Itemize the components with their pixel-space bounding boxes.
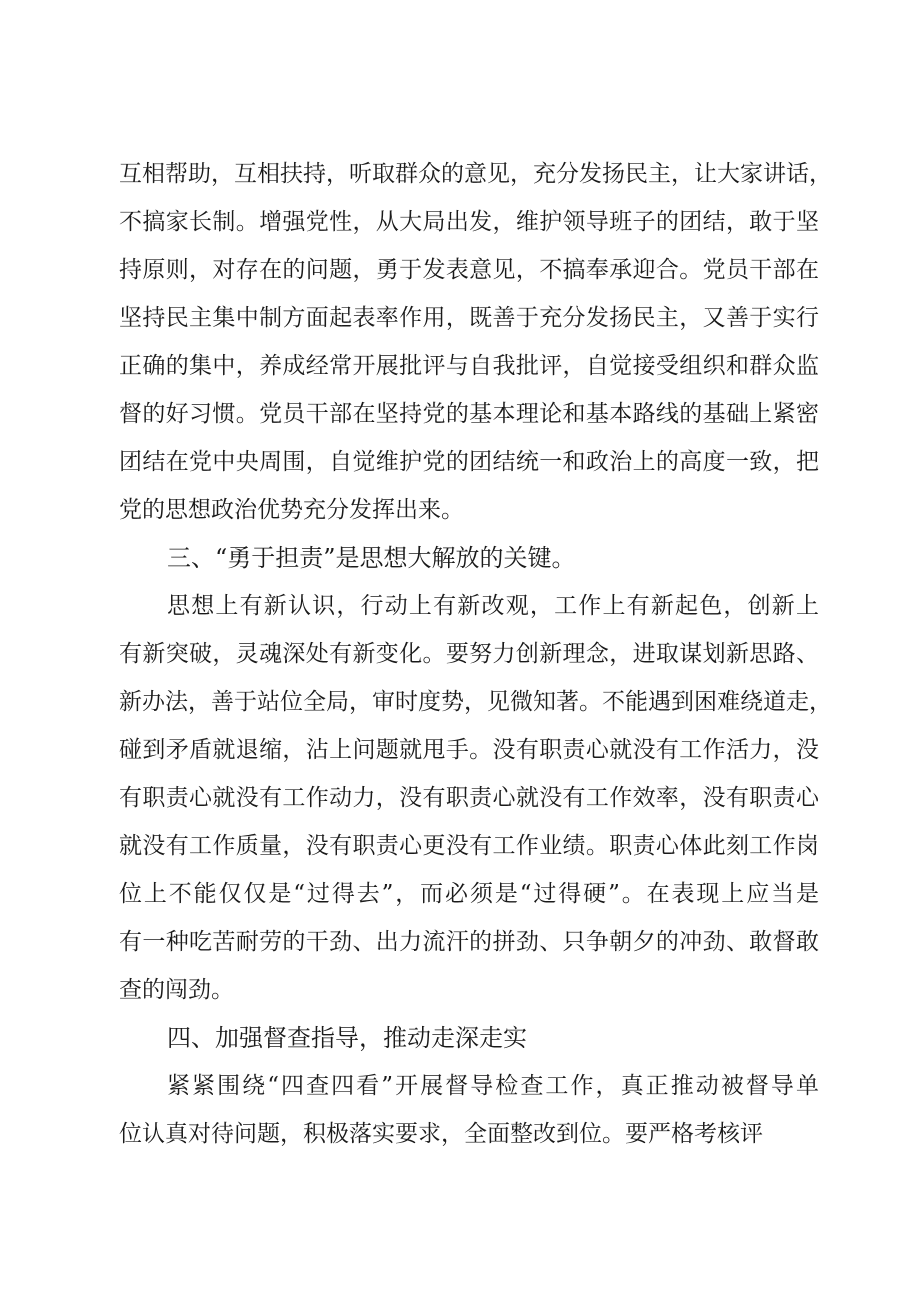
text-line: 互相帮助，互相扶持，听取群众的意见，充分发扬民主，让大家讲话， bbox=[119, 161, 832, 187]
text-line: 有一种吃苦耐劳的干劲、出力流汗的拼劲、只争朝夕的冲劲、敢督敢 bbox=[119, 929, 819, 955]
text-line: 位认真对待问题，积极落实要求，全面整改到位。要严格考核评 bbox=[119, 1121, 763, 1147]
text-line: 不搞家长制。增强党性，从大局出发，维护领导班子的团结，敢于坚 bbox=[119, 209, 819, 235]
section-heading: 四、加强督查指导，推动走深走实 bbox=[167, 1024, 527, 1052]
text-line: 就没有工作质量，没有职责心更没有工作业绩。职责心体此刻工作岗 bbox=[119, 833, 819, 859]
text-line: 位上不能仅仅是“过得去”，而必须是“过得硬”。在表现上应当是 bbox=[119, 881, 819, 907]
text-line: 持原则，对存在的问题，勇于发表意见，不搞奉承迎合。党员干部在 bbox=[119, 257, 819, 283]
text-line: 督的好习惯。党员干部在坚持党的基本理论和基本路线的基础上紧密 bbox=[119, 401, 819, 427]
text-line: 查的闯劲。 bbox=[119, 977, 234, 1003]
text-line: 新办法，善于站位全局，审时度势，见微知著。不能遇到困难绕道走， bbox=[119, 689, 832, 715]
paragraph bbox=[119, 1062, 819, 1158]
document-body bbox=[119, 150, 832, 1158]
text-line: 正确的集中，养成经常开展批评与自我批评，自觉接受组织和群众监 bbox=[119, 353, 819, 379]
text-line: 党的思想政治优势充分发挥出来。 bbox=[119, 497, 464, 523]
paragraph bbox=[119, 150, 832, 534]
text-line: 有职责心就没有工作动力，没有职责心就没有工作效率，没有职责心 bbox=[119, 785, 819, 811]
text-line: 紧紧围绕“四查四看”开展督导检查工作，真正推动被督导单 bbox=[167, 1073, 819, 1099]
text-line: 坚持民主集中制方面起表率作用，既善于充分发扬民主，又善于实行 bbox=[119, 305, 819, 331]
section-heading: 三、“勇于担责”是思想大解放的关键。 bbox=[167, 544, 576, 572]
paragraph bbox=[119, 582, 832, 1014]
text-line: 思想上有新认识，行动上有新改观，工作上有新起色，创新上 bbox=[167, 593, 819, 619]
text-line: 碰到矛盾就退缩，沾上问题就甩手。没有职责心就没有工作活力，没 bbox=[119, 737, 819, 763]
text-line: 团结在党中央周围，自觉维护党的团结统一和政治上的高度一致，把 bbox=[119, 449, 819, 475]
text-line: 有新突破，灵魂深处有新变化。要努力创新理念，进取谋划新思路、 bbox=[119, 641, 819, 667]
